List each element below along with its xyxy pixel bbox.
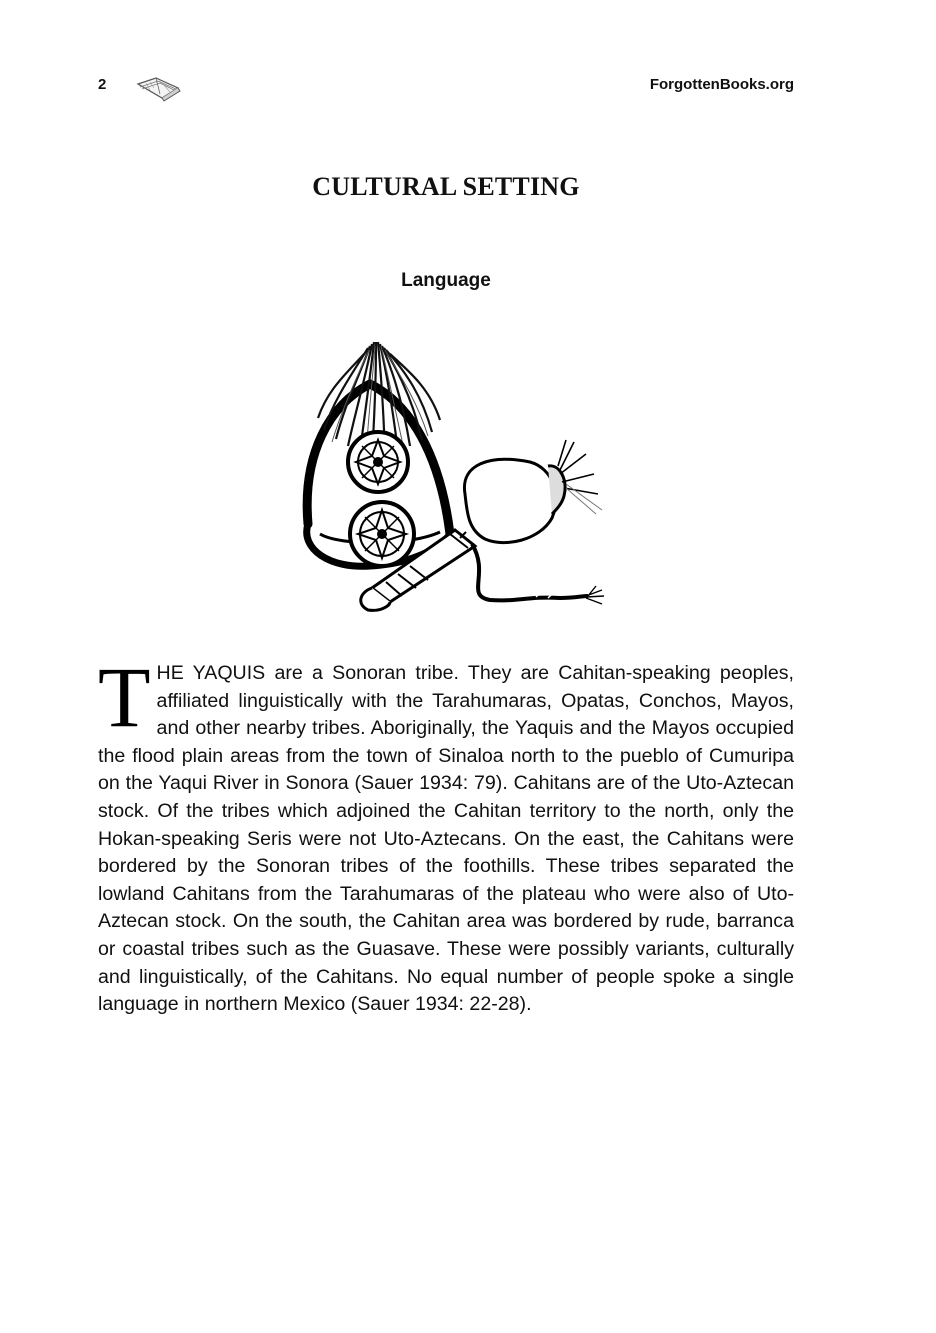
page-header <box>98 74 794 102</box>
site-name: ForgottenBooks.org <box>649 76 794 93</box>
body-text: HE YAQUIS are a Sonoran tribe. They are Cahitan-speaking peoples, affiliated linguistically with the Tarahumaras, Opatas, Conchos, Mayos, and other nearby tribes. Aboriginally, the Yaquis and the Mayos occupied the flood plain areas from the town of Sinaloa north to the pueblo of Cumuripa on the Yaqui River in Sonora (Sauer 1934: 79). Cahitans are of the Uto-Aztecan stock. Of the tribes which adjoined the Cahitan territory to the north, only the Hokan-speaking Seris were not Uto-Aztecans. On the east, the Cahitans were bordered by the Sonoran tribes of the foothills. These tribes separated the lowland Cahitans from the Tarahumaras of the plateau who were also of Uto-Aztecan stock. On the south, the Cahitan area was bordered by rude, barranca or coastal tribes such as the Guasave. These were possibly variants, culturally and linguistically, of the Cahitans. No equal number of people spoke a single language in northern Mexico (Sauer 1934: 22-28). <box>98 662 794 1016</box>
yaqui-headdress-and-gourd-rattle-drawing-icon <box>290 334 610 624</box>
body-paragraph <box>98 649 794 1019</box>
section-title: Language <box>401 270 491 291</box>
page-number: 2 <box>98 76 107 93</box>
chapter-title: CULTURAL SETTING <box>312 172 580 201</box>
drop-cap: T <box>98 649 151 745</box>
open-book-icon <box>136 74 182 102</box>
